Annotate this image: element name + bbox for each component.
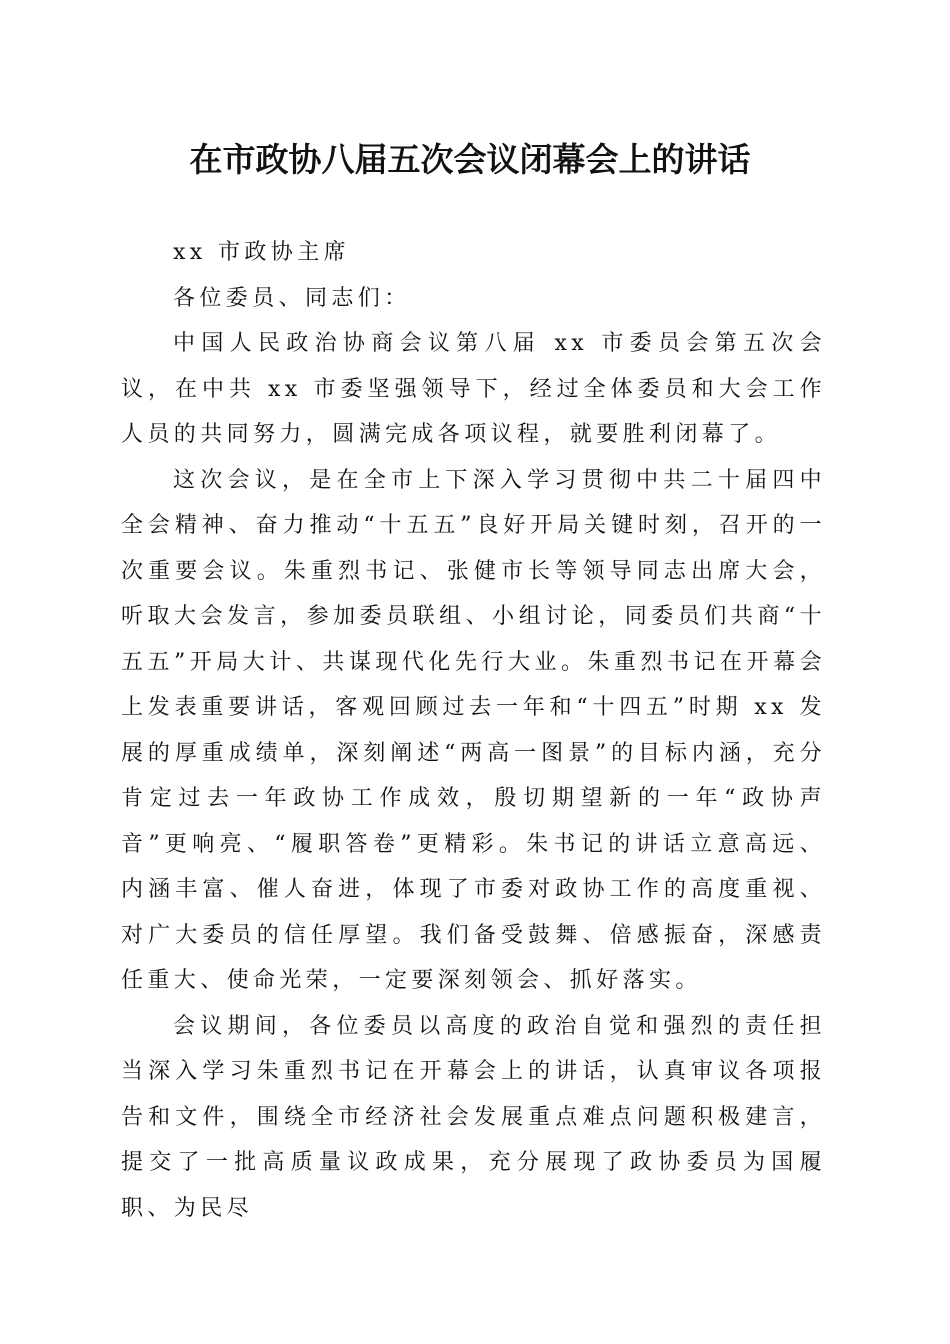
paragraph: 会议期间，各位委员以高度的政治自觉和强烈的责任担当深入学习朱重烈书记在开幕会上的讲话，认真审议各项报告和文件，围绕全市经济社会发展重点难点问题积极建言，提交了一批高质量议政成果，充分展现了政协委员为国履职、为民尽 — [121, 1013, 826, 1221]
salutation: 各位委员、同志们： — [173, 285, 411, 311]
author-line: xx 市政协主席 — [173, 240, 351, 265]
paragraph: 这次会议，是在全市上下深入学习贯彻中共二十届四中全会精神、奋力推动“十五五”良好开局关键时刻，召开的一次重要会议。朱重烈书记、张健市长等领导同志出席大会，听取大会发言，参加委员联组、小组讨论，同委员们共商“十五五”开局大计、共谋现代化先行大业。朱重烈书记在开幕会上发表重要讲话，客观回顾过去一年和“十四五”时期 xx 发展的厚重成绩单，深刻阐述“两高一图景”的目标内涵，充分肯定过去一年政协工作成效，殷切期望新的一年“政协声音”更响亮、“履职答卷”更精彩。朱书记的讲话立意高远、内涵丰富、催人奋进，体现了市委对政协工作的高度重视、对广大委员的信任厚望。我们备受鼓舞、倍感振奋，深感责任重大、使命光荣，一定要深刻领会、抓好落实。 — [121, 467, 826, 993]
paragraph: 中国人民政治协商会议第八届 xx 市委员会第五次会议，在中共 xx 市委坚强领导下，经过全体委员和大会工作人员的共同努力，圆满完成各项议程，就要胜利闭幕了。 — [121, 331, 826, 447]
page-title: 在市政协八届五次会议闭幕会上的讲话 — [189, 140, 751, 179]
document-body — [121, 230, 826, 1231]
